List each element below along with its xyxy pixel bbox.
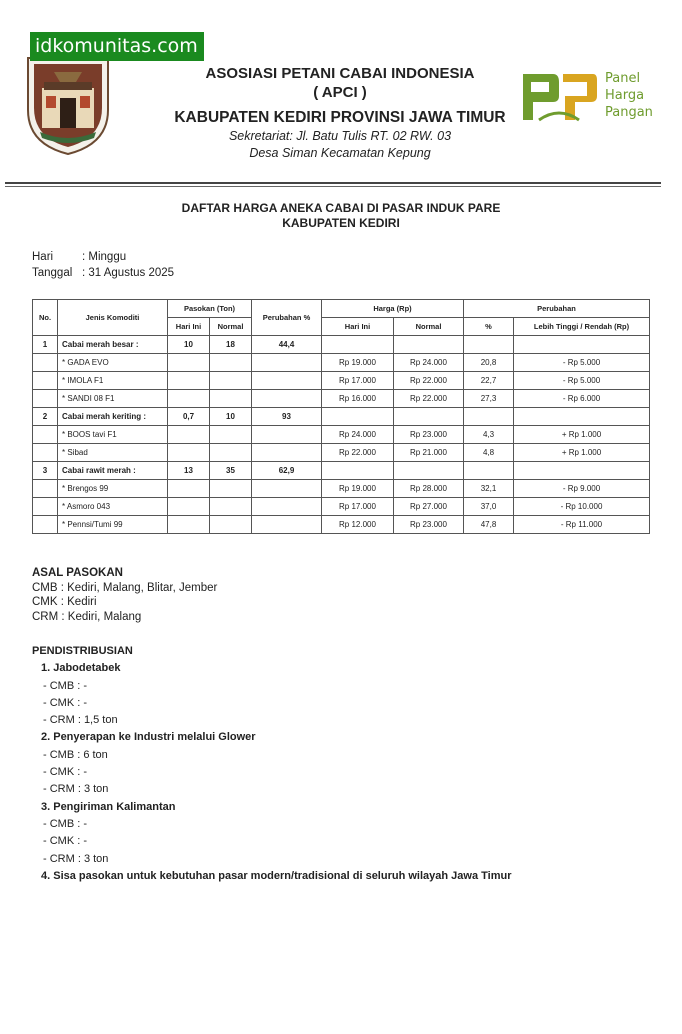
cell-ton-normal (210, 354, 252, 372)
cell-harga-normal: Rp 23.000 (394, 426, 464, 444)
cell-harga-hari-ini: Rp 19.000 (322, 480, 394, 498)
cell-selisih: - Rp 9.000 (514, 480, 650, 498)
cell-ton-normal: 10 (210, 408, 252, 426)
cell-ton-normal (210, 480, 252, 498)
header-harga-hari-ini: Hari Ini (322, 318, 394, 336)
cell-jenis: * Pennsi/Tumi 99 (58, 516, 168, 534)
cell-harga-normal: Rp 22.000 (394, 372, 464, 390)
cell-ton-normal (210, 498, 252, 516)
cell-no (33, 426, 58, 444)
cell-selisih: - Rp 10.000 (514, 498, 650, 516)
cell-selisih: - Rp 5.000 (514, 372, 650, 390)
cell-selisih: + Rp 1.000 (514, 426, 650, 444)
logo-word-1: Panel (605, 71, 641, 86)
cell-pct: 22,7 (464, 372, 514, 390)
cell-harga-normal: Rp 21.000 (394, 444, 464, 462)
header-no: No. (33, 300, 58, 336)
dist-item: - CMB : - (43, 679, 87, 692)
asal-line: CRM : Kediri, Malang (32, 610, 142, 623)
hari-value: : Minggu (82, 251, 127, 263)
cell-pct (464, 462, 514, 480)
cell-jenis: * BOOS tavi F1 (58, 426, 168, 444)
cell-selisih (514, 462, 650, 480)
cell-harga-normal (394, 336, 464, 354)
dist-group-1: 1. Jabodetabek (41, 662, 121, 675)
table-row (33, 480, 650, 498)
cell-no (33, 444, 58, 462)
cell-ton-hari-ini: 0,7 (168, 408, 210, 426)
dist-item: - CRM : 3 ton (43, 783, 109, 796)
cell-perubahan-pct: 44,4 (252, 336, 322, 354)
org-address-2: Desa Siman Kecamatan Kepung (249, 146, 431, 160)
cell-no (33, 498, 58, 516)
cell-jenis: Cabai rawit merah : (58, 462, 168, 480)
tanggal-value: : 31 Agustus 2025 (82, 267, 175, 279)
asal-pasokan (32, 566, 217, 624)
panel-harga-pangan-logo (519, 70, 669, 125)
cell-jenis: * Sibad (58, 444, 168, 462)
dist-item: - CMB : 6 ton (43, 748, 108, 761)
dist-item: - CMK : - (43, 696, 87, 709)
asal-line: CMB : Kediri, Malang, Blitar, Jember (32, 581, 218, 594)
org-abbr: ( APCI ) (313, 84, 367, 101)
cell-ton-hari-ini (168, 390, 210, 408)
cell-perubahan-pct (252, 498, 322, 516)
header-perubahan: Perubahan (464, 300, 650, 318)
cell-no (33, 390, 58, 408)
cell-no (33, 480, 58, 498)
cell-harga-hari-ini: Rp 19.000 (322, 354, 394, 372)
cell-harga-normal: Rp 22.000 (394, 390, 464, 408)
header-harga-normal: Normal (394, 318, 464, 336)
asal-title: ASAL PASOKAN (32, 567, 123, 579)
cell-pct: 37,0 (464, 498, 514, 516)
cell-perubahan-pct (252, 390, 322, 408)
cell-pct: 20,8 (464, 354, 514, 372)
cell-no (33, 516, 58, 534)
table-row (33, 354, 650, 372)
cell-perubahan-pct (252, 354, 322, 372)
cell-perubahan-pct (252, 426, 322, 444)
header-ton-normal: Normal (210, 318, 252, 336)
cell-harga-normal (394, 408, 464, 426)
cell-ton-normal (210, 372, 252, 390)
cell-harga-hari-ini: Rp 12.000 (322, 516, 394, 534)
cell-ton-normal (210, 390, 252, 408)
cell-selisih: - Rp 5.000 (514, 354, 650, 372)
cell-ton-normal (210, 426, 252, 444)
cell-ton-hari-ini (168, 426, 210, 444)
table-row (33, 372, 650, 390)
dist-item: - CMB : - (43, 817, 87, 830)
cell-no: 2 (33, 408, 58, 426)
title-line-2: KABUPATEN KEDIRI (282, 216, 400, 230)
cell-ton-hari-ini (168, 498, 210, 516)
cell-harga-hari-ini (322, 462, 394, 480)
pendistribusian (32, 643, 511, 885)
logo-word-3: Pangan (605, 105, 653, 120)
table-row (33, 390, 650, 408)
cell-ton-normal (210, 516, 252, 534)
cell-ton-hari-ini (168, 480, 210, 498)
dist-group-2: 2. Penyerapan ke Industri melalui Glower (41, 731, 256, 744)
cell-no: 1 (33, 336, 58, 354)
dist-item: - CMK : - (43, 835, 87, 848)
cell-selisih (514, 336, 650, 354)
dist-group-4: 4. Sisa pasokan untuk kebutuhan pasar modern/tradisional di seluruh wilayah Jawa Timur (41, 869, 512, 882)
header-jenis: Jenis Komoditi (58, 300, 168, 336)
table-row (33, 426, 650, 444)
watermark-badge: idkomunitas.com (30, 32, 204, 61)
dist-title: PENDISTRIBUSIAN (32, 645, 133, 657)
cell-no (33, 372, 58, 390)
header-harga: Harga (Rp) (322, 300, 464, 318)
dist-item: - CRM : 1,5 ton (43, 714, 118, 727)
cell-jenis: * Asmoro 043 (58, 498, 168, 516)
cell-pct (464, 408, 514, 426)
cell-pct: 47,8 (464, 516, 514, 534)
org-address-1: Sekretariat: Jl. Batu Tulis RT. 02 RW. 03 (228, 129, 452, 143)
cell-perubahan-pct (252, 444, 322, 462)
cell-ton-normal (210, 444, 252, 462)
cell-ton-hari-ini (168, 516, 210, 534)
cell-ton-hari-ini (168, 372, 210, 390)
cell-jenis: * Brengos 99 (58, 480, 168, 498)
cell-selisih: - Rp 11.000 (514, 516, 650, 534)
cell-harga-normal (394, 462, 464, 480)
table-group-row (33, 462, 650, 480)
title-line-1: DAFTAR HARGA ANEKA CABAI DI PASAR INDUK PARE (181, 201, 501, 215)
cell-ton-normal: 35 (210, 462, 252, 480)
cell-perubahan-pct (252, 372, 322, 390)
asal-line: CMK : Kediri (32, 596, 97, 608)
cell-selisih (514, 408, 650, 426)
cell-harga-hari-ini (322, 336, 394, 354)
cell-ton-hari-ini: 10 (168, 336, 210, 354)
cell-jenis: Cabai merah keriting : (58, 408, 168, 426)
header-pct: % (464, 318, 514, 336)
header-ton-hari-ini: Hari Ini (168, 318, 210, 336)
cell-pct (464, 336, 514, 354)
cell-jenis: * IMOLA F1 (58, 372, 168, 390)
cell-no: 3 (33, 462, 58, 480)
table-group-row (33, 336, 650, 354)
cell-selisih: - Rp 6.000 (514, 390, 650, 408)
cell-pct: 4,8 (464, 444, 514, 462)
cell-jenis: * GADA EVO (58, 354, 168, 372)
cell-perubahan-pct: 93 (252, 408, 322, 426)
cell-ton-normal: 18 (210, 336, 252, 354)
cell-ton-hari-ini (168, 354, 210, 372)
dist-item: - CMK : - (43, 766, 87, 779)
cell-harga-hari-ini: Rp 22.000 (322, 444, 394, 462)
table-row (33, 516, 650, 534)
cell-perubahan-pct: 62,9 (252, 462, 322, 480)
cell-pct: 4,3 (464, 426, 514, 444)
header-rule-thin (5, 186, 661, 187)
dist-item: - CRM : 3 ton (43, 852, 109, 865)
cell-ton-hari-ini: 13 (168, 462, 210, 480)
header-perubahan-pct: Perubahan % (252, 300, 322, 336)
cell-perubahan-pct (252, 516, 322, 534)
cell-harga-normal: Rp 28.000 (394, 480, 464, 498)
tanggal-label: Tanggal (32, 267, 73, 279)
cell-jenis: Cabai merah besar : (58, 336, 168, 354)
cell-harga-hari-ini: Rp 24.000 (322, 426, 394, 444)
dist-group-3: 3. Pengiriman Kalimantan (41, 800, 176, 813)
table-group-row (33, 408, 650, 426)
kediri-crest-logo (24, 52, 112, 156)
price-table (32, 299, 650, 534)
logo-word-2: Harga (605, 88, 645, 103)
cell-harga-hari-ini (322, 408, 394, 426)
header-lebih: Lebih Tinggi / Rendah (Rp) (514, 318, 650, 336)
document-title (0, 201, 682, 231)
org-name: ASOSIASI PETANI CABAI INDONESIA (205, 65, 475, 82)
cell-harga-normal: Rp 23.000 (394, 516, 464, 534)
header-rule-thick (5, 182, 661, 184)
cell-ton-hari-ini (168, 444, 210, 462)
date-info (32, 249, 174, 281)
table-row (33, 444, 650, 462)
cell-pct: 27,3 (464, 390, 514, 408)
cell-pct: 32,1 (464, 480, 514, 498)
cell-harga-hari-ini: Rp 17.000 (322, 498, 394, 516)
cell-harga-hari-ini: Rp 17.000 (322, 372, 394, 390)
cell-jenis: * SANDI 08 F1 (58, 390, 168, 408)
org-region: KABUPATEN KEDIRI PROVINSI JAWA TIMUR (174, 109, 506, 126)
header-pasokan: Pasokan (Ton) (168, 300, 252, 318)
table-row (33, 498, 650, 516)
cell-harga-normal: Rp 24.000 (394, 354, 464, 372)
cell-harga-hari-ini: Rp 16.000 (322, 390, 394, 408)
cell-no (33, 354, 58, 372)
cell-harga-normal: Rp 27.000 (394, 498, 464, 516)
hari-label: Hari (32, 251, 54, 263)
cell-perubahan-pct (252, 480, 322, 498)
cell-selisih: + Rp 1.000 (514, 444, 650, 462)
